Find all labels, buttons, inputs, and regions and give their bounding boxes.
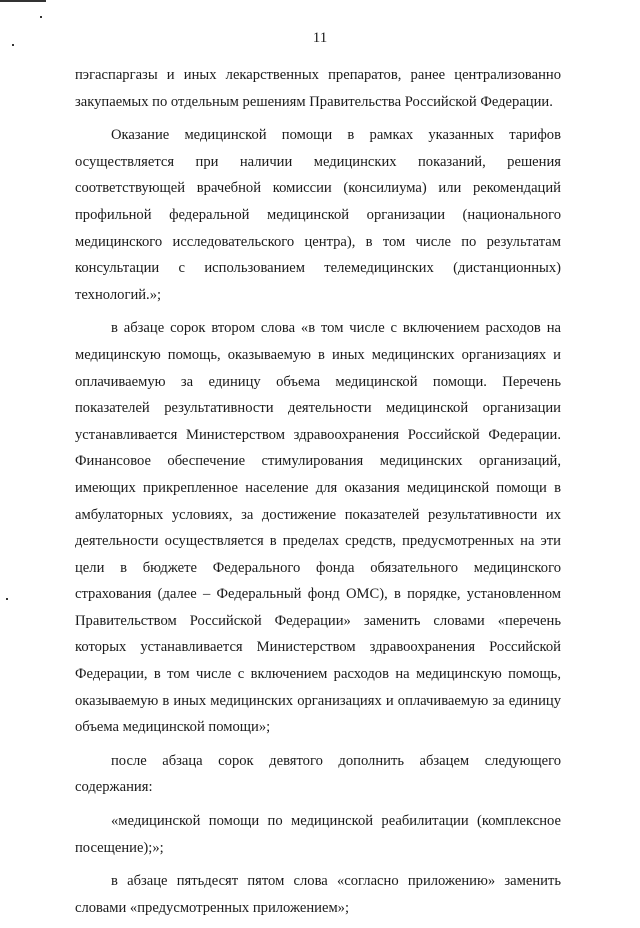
scan-dot [6, 598, 8, 600]
document-body [75, 62, 561, 928]
paragraph: в абзаце сорок втором слова «в том числе с включением расходов на медицинскую помощь, оказываемую в иных медицинских организациях и оплачиваемую за единицу объема медицинской помощи. Перечень показателей результативности деятельности медицинской организации устанавливается Министерством здравоохранения Российской Федерации. Финансовое обеспечение стимулирования медицинских организаций, имеющих прикрепленное население для оказания медицинской помощи в амбулаторных условиях, за достижение показателей результативности их деятельности осуществляется в пределах средств, предусмотренных на эти цели в бюджете Федерального фонда обязательного медицинского страхования (далее – Федеральный фонд ОМС), в порядке, установленном Правительством Российской Федерации» заменить словами «перечень которых устанавливается Министерством здравоохранения Российской Федерации, в том числе с включением расходов на медицинскую помощь, оказываемую в иных медицинских организациях и оплачиваемую за единицу объема медицинской помощи»; [75, 320, 561, 736]
paragraph-continuation: пэгаспаргазы и иных лекарственных препаратов, ранее централизованно закупаемых по отдельным решениям Правительства Российской Федерации. [75, 67, 561, 110]
paragraph: после абзаца сорок девятого дополнить абзацем следующего содержания: [75, 752, 561, 796]
page-number: 11 [312, 30, 328, 46]
scan-dot [40, 16, 42, 18]
paragraph: в абзаце пятьдесят пятом слова «согласно приложению» заменить словами «предусмотренных приложением»; [75, 873, 561, 916]
scan-mark [0, 0, 46, 2]
paragraph: «медицинской помощи по медицинской реабилитации (комплексное посещение);»; [75, 813, 561, 856]
paragraph: Оказание медицинской помощи в рамках указанных тарифов осуществляется при наличии медицинских показаний, решения соответствующей врачебной комиссии (консилиума) или рекомендаций профильной федеральной медицинской организации (национального медицинского исследовательского центра), в том числе по результатам консультации с использованием телемедицинских (дистанционных) технологий.»; [75, 127, 561, 303]
